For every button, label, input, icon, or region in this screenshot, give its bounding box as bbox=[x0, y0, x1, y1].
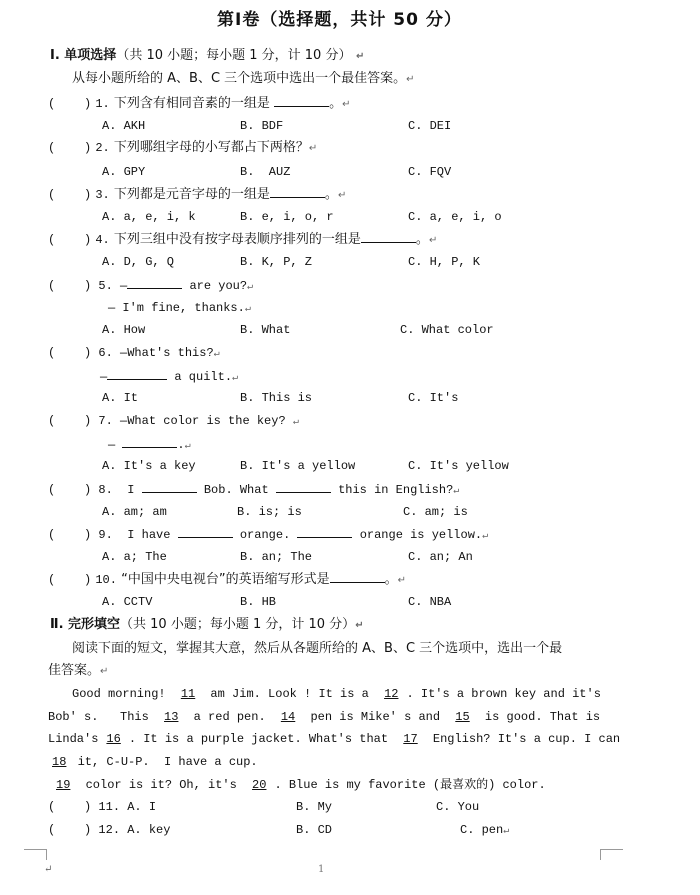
question-text: I have bbox=[127, 528, 171, 542]
answer-paren: ( ) bbox=[48, 414, 92, 428]
cloze-blank-15: 15 bbox=[455, 710, 470, 724]
question-number: 8. bbox=[98, 483, 113, 497]
passage-text: color is it? Oh, it's bbox=[78, 778, 245, 792]
para-mark: ↵ bbox=[244, 304, 251, 315]
question-number: 6. bbox=[98, 346, 113, 360]
section-1-note: （共 10 小题；每小题 1 分，计 10 分） bbox=[116, 48, 352, 63]
answer-blank bbox=[107, 368, 167, 380]
q4-option-c: C. H, P, K bbox=[408, 255, 481, 269]
passage-text: Good morning! bbox=[72, 687, 173, 701]
answer-blank bbox=[276, 481, 331, 493]
q7-option-a: A. It's a key bbox=[102, 459, 196, 473]
question-text: Bob. What bbox=[203, 483, 269, 497]
q8-option-a: A. am; am bbox=[102, 505, 167, 519]
cloze-blank-18: 18 bbox=[52, 755, 67, 769]
question-tail: 。 bbox=[329, 96, 343, 111]
passage-line-2 bbox=[48, 709, 600, 725]
q3-option-b: B. e, i, o, r bbox=[240, 210, 334, 224]
q7-option-c: C. It's yellow bbox=[408, 459, 509, 473]
page-number: 1 bbox=[318, 864, 325, 875]
passage-line-4 bbox=[48, 754, 258, 770]
question-text: orange. bbox=[239, 528, 291, 542]
question-number: 5. bbox=[98, 279, 113, 293]
question-9 bbox=[48, 526, 488, 545]
question-3 bbox=[48, 186, 346, 204]
question-text: — I'm fine, thanks. bbox=[108, 301, 245, 315]
question-text: 下列含有相同音素的一组是 bbox=[113, 96, 270, 111]
question-text: 下列三组中没有按字母表顺序排列的一组是 bbox=[113, 232, 361, 247]
answer-blank bbox=[142, 481, 197, 493]
q3-option-c: C. a, e, i, o bbox=[408, 210, 502, 224]
answer-paren: ( ) bbox=[48, 279, 92, 293]
answer-blank bbox=[361, 231, 416, 243]
passage-line-5 bbox=[48, 777, 546, 793]
section-2-instruction-2 bbox=[48, 663, 108, 680]
q10-option-a: A. CCTV bbox=[102, 595, 153, 609]
question-text: . bbox=[177, 438, 185, 452]
dash: — bbox=[120, 279, 128, 293]
question-text: I bbox=[127, 483, 135, 497]
question-7 bbox=[48, 413, 299, 431]
passage-text: . It's a brown key and it's bbox=[406, 687, 601, 701]
passage-text: Bob' s. This bbox=[48, 710, 157, 724]
question-8 bbox=[48, 481, 459, 500]
q2-option-b: B. AUZ bbox=[240, 165, 291, 179]
question-number: 4. bbox=[95, 233, 110, 247]
dash: — bbox=[100, 370, 108, 384]
question-text: a quilt. bbox=[174, 370, 233, 384]
instruction-text: 从每小题所给的 A、B、C 三个选项中选出一个最佳答案。 bbox=[72, 71, 407, 86]
passage-text: it, C-U-P. I have a cup. bbox=[70, 755, 258, 769]
q10-option-c: C. NBA bbox=[408, 595, 452, 609]
q7-option-b: B. It's a yellow bbox=[240, 459, 356, 473]
answer-paren: ( ) bbox=[48, 141, 92, 155]
question-number: 2. bbox=[95, 141, 110, 155]
answer-paren: ( ) bbox=[48, 346, 92, 360]
question-10 bbox=[48, 571, 406, 589]
cloze-question-11 bbox=[48, 799, 156, 815]
question-number: 7. bbox=[98, 414, 113, 428]
passage-text: English? It's a cup. I can bbox=[425, 732, 621, 746]
answer-blank bbox=[330, 571, 385, 583]
q9-option-a: A. a; The bbox=[102, 550, 167, 564]
answer-paren: ( ) bbox=[48, 573, 92, 587]
option-a: A. key bbox=[127, 823, 171, 837]
passage-text: is good. That is bbox=[477, 710, 601, 724]
q7-line-2 bbox=[108, 436, 191, 455]
question-tail: 。 bbox=[415, 232, 429, 247]
question-number: 9. bbox=[98, 528, 113, 542]
cloze-blank-13: 13 bbox=[164, 710, 179, 724]
q8-option-b: B. is; is bbox=[237, 505, 302, 519]
q6-option-a: A. It bbox=[102, 391, 139, 405]
answer-blank bbox=[270, 186, 325, 198]
q6-option-b: B. This is bbox=[240, 391, 313, 405]
question-text: orange is yellow. bbox=[359, 528, 483, 542]
question-text: —What color is the key? bbox=[120, 414, 286, 428]
cloze-blank-20: 20 bbox=[252, 778, 267, 792]
q5-option-a: A. How bbox=[102, 323, 146, 337]
answer-paren: ( ) bbox=[48, 528, 92, 542]
question-text: “中国中央电视台”的英语缩写形式是 bbox=[121, 572, 330, 587]
crop-mark-right bbox=[600, 849, 623, 860]
passage-line-3 bbox=[48, 731, 620, 747]
passage-text: . It is a purple jacket. What's that bbox=[128, 732, 396, 746]
question-text: this in English? bbox=[338, 483, 454, 497]
answer-paren: ( ) bbox=[48, 483, 92, 497]
cloze-blank-12: 12 bbox=[384, 687, 399, 701]
cloze-blank-14: 14 bbox=[280, 710, 296, 724]
cloze-blank-11: 11 bbox=[180, 687, 196, 701]
instruction-text: 佳答案。 bbox=[48, 663, 101, 678]
cloze-blank-19: 19 bbox=[56, 778, 71, 792]
q2-option-a: A. GPY bbox=[102, 165, 146, 179]
q1-option-a: A. AKH bbox=[102, 119, 146, 133]
answer-paren: ( ) bbox=[48, 97, 92, 111]
crop-mark-left bbox=[24, 849, 47, 860]
para-mark: ↵ bbox=[406, 74, 415, 85]
passage-line-1 bbox=[72, 686, 601, 702]
question-text: 下列都是元音字母的一组是 bbox=[113, 187, 270, 202]
q9-option-c: C. an; An bbox=[408, 550, 473, 564]
answer-paren: ( ) bbox=[48, 233, 92, 247]
question-text: —What's this? bbox=[120, 346, 214, 360]
para-mark: ↵ bbox=[100, 666, 109, 677]
cloze-11-option-c: C. You bbox=[436, 800, 480, 814]
answer-paren: ( ) bbox=[48, 823, 92, 837]
section-2-title: Ⅱ. 完形填空 bbox=[50, 617, 121, 632]
q8-option-c: C. am; is bbox=[403, 505, 468, 519]
option-a: A. I bbox=[127, 800, 157, 814]
question-tail: 。 bbox=[384, 572, 398, 587]
answer-blank bbox=[178, 526, 233, 538]
q2-option-c: C. FQV bbox=[408, 165, 452, 179]
q1-option-b: B. BDF bbox=[240, 119, 284, 133]
answer-blank bbox=[297, 526, 352, 538]
passage-text: pen is Mike' s and bbox=[303, 710, 448, 724]
section-1-title: Ⅰ. 单项选择 bbox=[50, 48, 117, 63]
question-number: 3. bbox=[95, 188, 110, 202]
cloze-blank-17: 17 bbox=[403, 732, 418, 746]
para-mark: ↵ bbox=[355, 620, 364, 631]
q4-option-a: A. D, G, Q bbox=[102, 255, 175, 269]
question-text: are you? bbox=[189, 279, 248, 293]
passage-text: am Jim. Look ! It is a bbox=[203, 687, 377, 701]
para-mark: ↵ bbox=[428, 235, 438, 246]
q5-option-c: C. What color bbox=[400, 323, 494, 337]
cloze-11-option-b: B. My bbox=[296, 800, 333, 814]
question-number: 1. bbox=[95, 97, 110, 111]
para-mark: ↵ bbox=[482, 531, 489, 542]
answer-blank bbox=[274, 95, 329, 107]
question-2 bbox=[48, 140, 317, 157]
para-mark: ↵ bbox=[44, 864, 53, 875]
question-number: 11. bbox=[98, 800, 121, 814]
passage-text: Linda's bbox=[48, 732, 99, 746]
section-2-instruction-1: 阅读下面的短文，掌握其大意，然后从各题所给的 A、B、C 三个选项中，选出一个最 bbox=[72, 641, 563, 656]
para-mark: ↵ bbox=[337, 190, 347, 201]
question-6 bbox=[48, 345, 220, 363]
question-4 bbox=[48, 231, 437, 249]
para-mark: ↵ bbox=[453, 486, 460, 497]
section-2-heading bbox=[50, 617, 364, 634]
option-c: C. pen bbox=[460, 823, 504, 837]
cloze-12-option-b: B. CD bbox=[296, 823, 333, 837]
question-5 bbox=[48, 277, 253, 296]
section-1-instruction bbox=[72, 71, 415, 88]
question-number: 10. bbox=[95, 573, 117, 587]
para-mark: ↵ bbox=[184, 441, 191, 452]
para-mark: ↵ bbox=[213, 349, 220, 360]
dash: — bbox=[108, 438, 116, 452]
q6-line-2 bbox=[100, 368, 238, 387]
para-mark: ↵ bbox=[397, 575, 406, 586]
section-1-heading bbox=[50, 48, 364, 65]
para-mark: ↵ bbox=[247, 282, 254, 293]
cloze-question-12 bbox=[48, 822, 170, 838]
answer-blank bbox=[122, 436, 177, 448]
answer-paren: ( ) bbox=[48, 188, 92, 202]
q6-option-c: C. It's bbox=[408, 391, 459, 405]
passage-text: a red pen. bbox=[186, 710, 273, 724]
para-mark: ↵ bbox=[308, 143, 318, 154]
cloze-12-option-c bbox=[460, 822, 509, 840]
q4-option-b: B. K, P, Z bbox=[240, 255, 313, 269]
q5-option-b: B. What bbox=[240, 323, 291, 337]
section-2-note: （共 10 小题；每小题 1 分，计 10 分） bbox=[120, 617, 356, 632]
answer-paren: ( ) bbox=[48, 800, 92, 814]
answer-blank bbox=[127, 277, 182, 289]
para-mark: ↵ bbox=[232, 373, 239, 384]
question-tail: 。 bbox=[324, 187, 338, 202]
para-mark: ↵ bbox=[503, 826, 510, 837]
para-mark: ↵ bbox=[342, 99, 351, 110]
q9-option-b: B. an; The bbox=[240, 550, 313, 564]
q3-option-a: A. a, e, i, k bbox=[102, 210, 196, 224]
q5-line-2 bbox=[108, 300, 251, 318]
question-text: 下列哪组字母的小写都占下两格？ bbox=[113, 140, 309, 155]
para-mark: ↵ bbox=[292, 417, 299, 428]
para-mark: ↵ bbox=[356, 51, 365, 62]
q1-option-c: C. DEI bbox=[408, 119, 452, 133]
passage-text: . Blue is my favorite (最喜欢的) color. bbox=[274, 778, 546, 792]
question-number: 12. bbox=[98, 823, 121, 837]
cloze-blank-16: 16 bbox=[106, 732, 121, 746]
question-1 bbox=[48, 95, 350, 113]
q10-option-b: B. HB bbox=[240, 595, 277, 609]
page-title: 第Ⅰ卷（选择题，共计 50 分） bbox=[217, 10, 462, 30]
